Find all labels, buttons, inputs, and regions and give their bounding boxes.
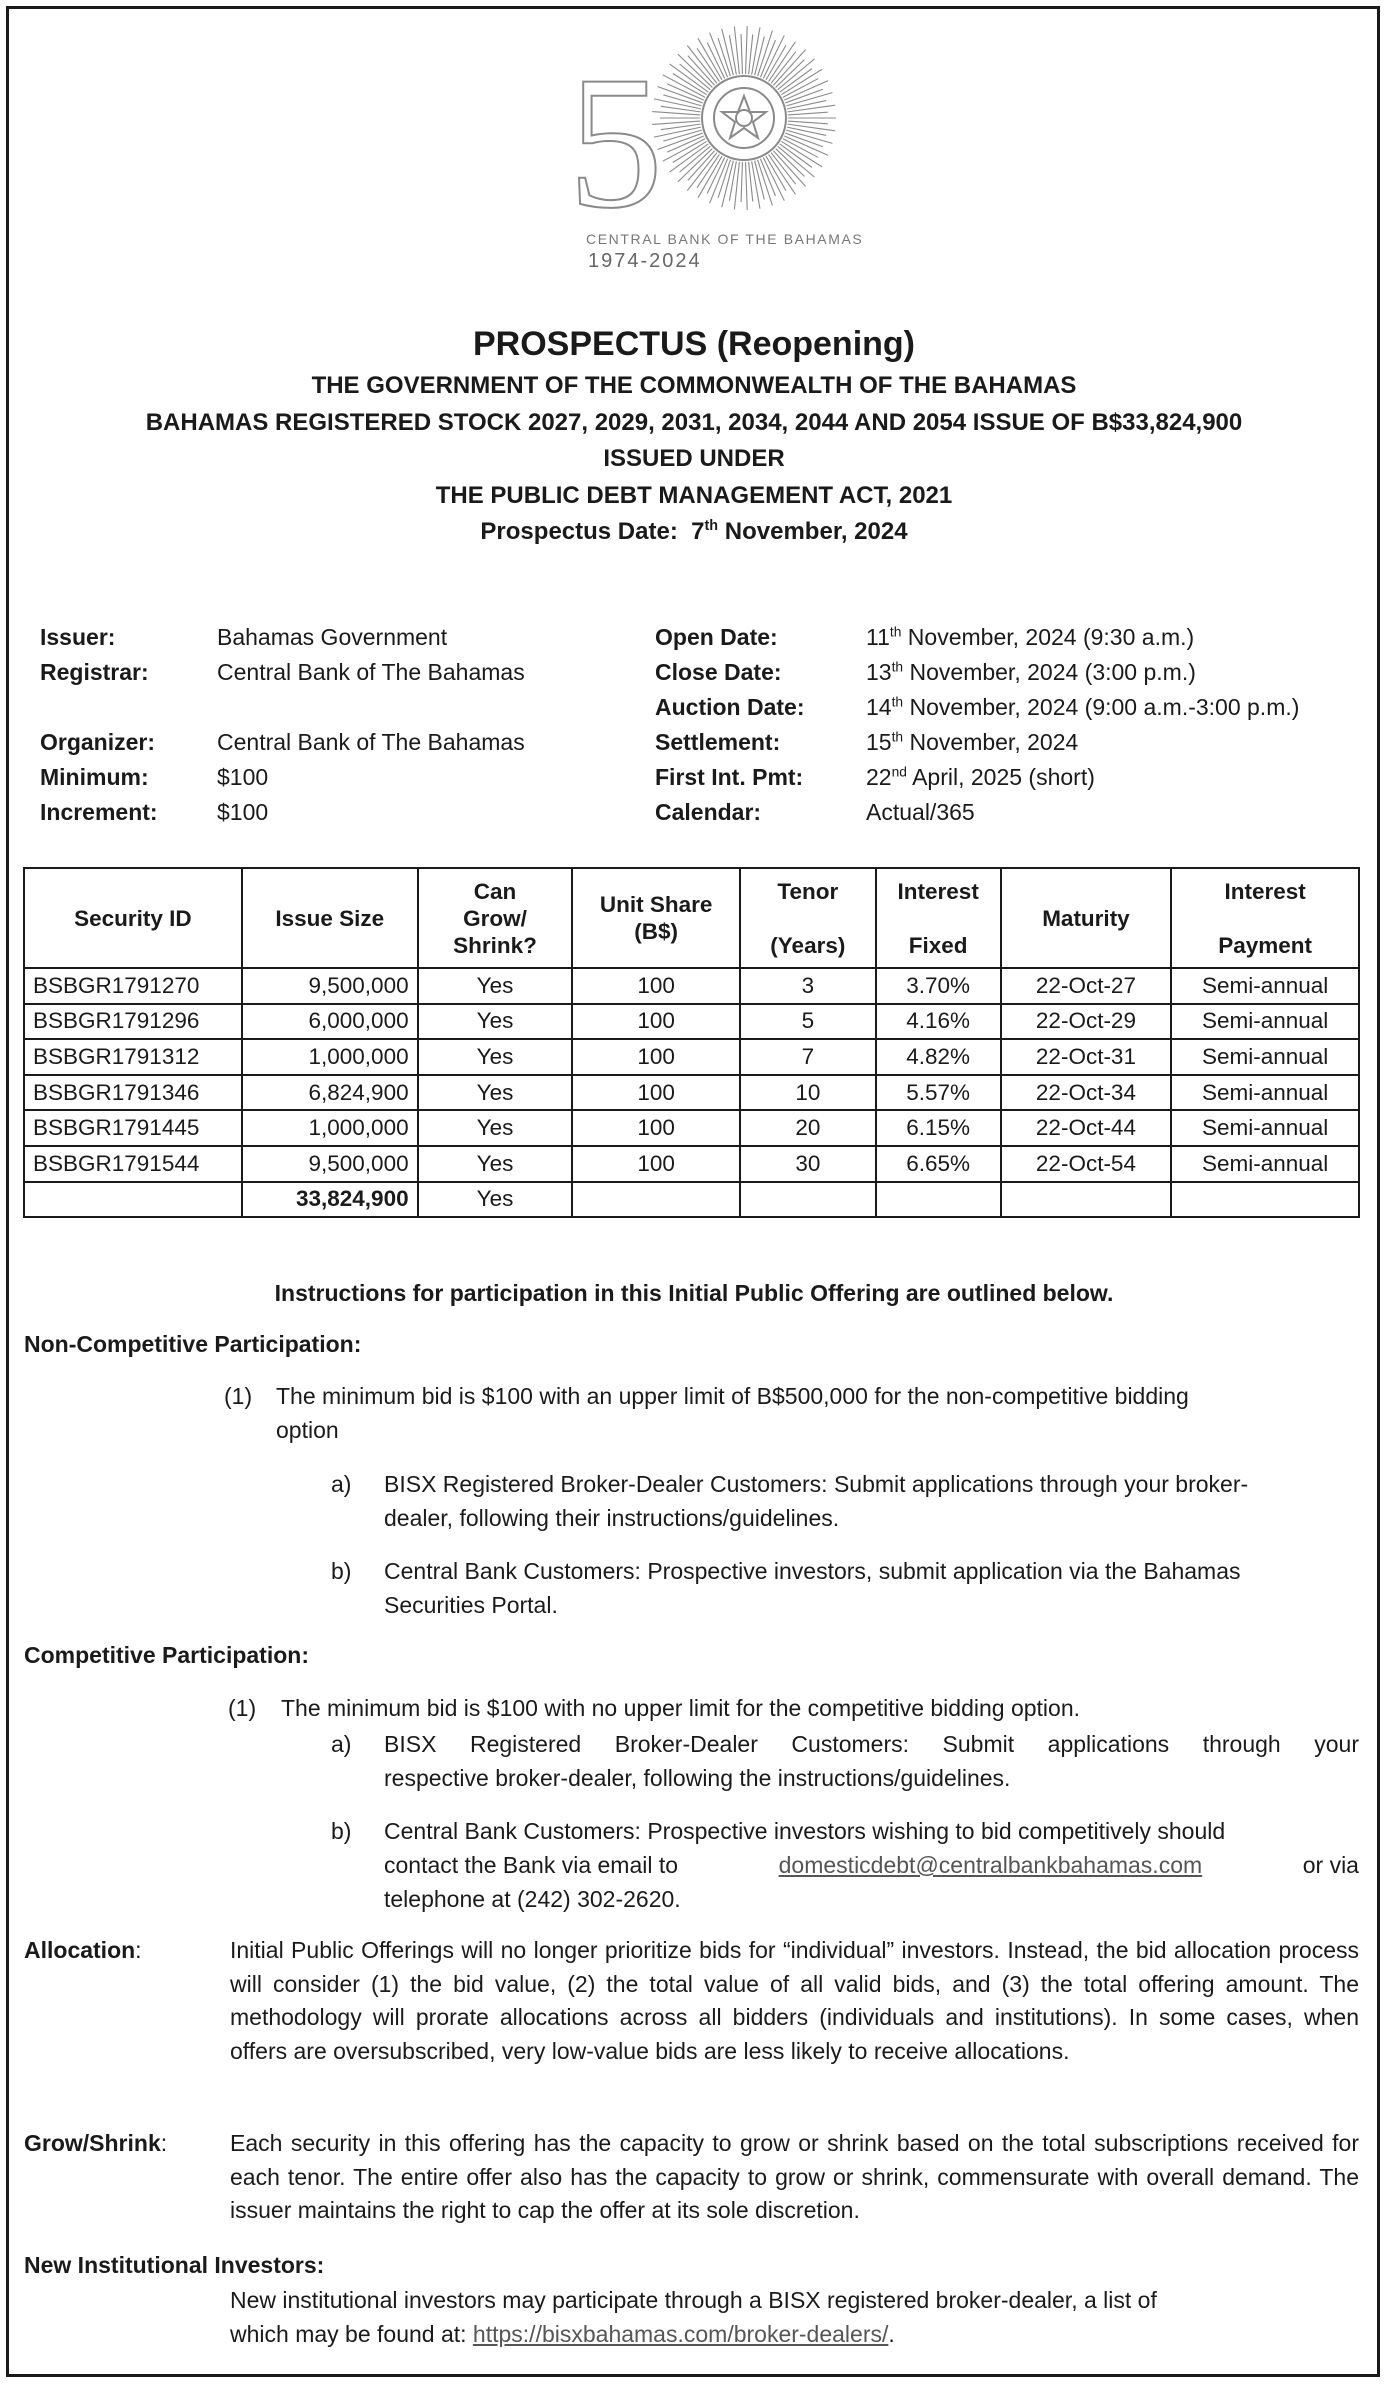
logo-ray [663,75,705,98]
prospectus-date: Prospectus Date: 7th November, 2024 [480,518,908,545]
logo-ray [771,52,796,84]
issuer-value: Bahamas Government [217,624,448,650]
cell-grow: Yes [418,1110,573,1146]
cell-total-grow: Yes [418,1182,573,1218]
table-row [24,1075,1359,1111]
cell-unit: 100 [572,1075,740,1111]
cell-unit: 100 [572,1146,740,1182]
allocation-text: Initial Public Offerings will no longer prioritize bids for “individual” investors. Instead, the bid allocation process will consider (1) the bid value, (2) the total value of all valid bids, and (3) the total offering amount. The methodology will prorate allocations across all bidders (individuals and institutions). In some cases, when offers are oversubscribed, very low-value bids are less likely to receive allocations. [230,1937,1359,2064]
competitive-b-line3: telephone at (242) 302-2620. [384,1886,681,1912]
first-interest-payment-label: First Int. Pmt: [655,764,804,790]
competitive-a-line1: BISX Registered Broker-Dealer Customers: Submit applications through your [384,1731,1359,1757]
logo-ray [771,153,796,185]
central-bank-50th-logo [566,26,876,276]
issued-under-line: ISSUED UNDER [603,445,785,472]
act-line: THE PUBLIC DEBT MANAGEMENT ACT, 2021 [435,482,953,509]
cell-security-id: BSBGR1791445 [24,1110,242,1146]
cell-rate: 5.57% [876,1075,1001,1111]
minimum-label: Minimum: [40,764,149,790]
cell-grow: Yes [418,1146,573,1182]
noncompetitive-text-line2: option [276,1417,339,1443]
contact-text: contact the Bank via email to [384,1852,679,1878]
cell-unit: 100 [572,1039,740,1075]
table-total-row [24,1182,1359,1218]
cell-issue-size: 1,000,000 [242,1110,418,1146]
table-row [24,1039,1359,1075]
new-institutional-heading: New Institutional Investors: [24,2252,325,2278]
settlement-value: 15th November, 2024 [866,729,1079,755]
table-header-row [24,868,1359,968]
cell-security-id: BSBGR1791296 [24,1004,242,1040]
open-date-label: Open Date: [655,624,778,650]
competitive-b-line1: Central Bank Customers: Prospective investors wishing to bid competitively should [384,1818,1226,1844]
cell-issue-size: 9,500,000 [242,1146,418,1182]
table-row [24,1110,1359,1146]
cell-tenor: 10 [740,1075,876,1111]
allocation-label: Allocation: [24,1937,142,1963]
logo-ray [788,105,836,112]
cell-empty [1001,1182,1172,1218]
open-date-value: 11th November, 2024 (9:30 a.m.) [866,624,1195,650]
cell-payment: Semi-annual [1171,968,1359,1004]
cell-empty [24,1182,242,1218]
prospectus-title: PROSPECTUS (Reopening) [472,325,916,363]
header-unit-share: Unit Share (B$) [572,868,740,968]
table-row [24,1004,1359,1040]
cell-rate: 4.82% [876,1039,1001,1075]
minimum-value: $100 [217,764,269,790]
cell-tenor: 30 [740,1146,876,1182]
header-can-grow-shrink: Can Grow/ Shrink? [418,868,573,968]
competitive-a-marker: a) [331,1731,352,1757]
header-interest-payment: Interest Payment [1171,868,1359,968]
increment-value: $100 [217,799,269,825]
cell-grow: Yes [418,1039,573,1075]
cell-issue-size: 6,824,900 [242,1075,418,1111]
logo-ray [780,144,812,168]
cell-security-id: BSBGR1791270 [24,968,242,1004]
cell-tenor: 7 [740,1039,876,1075]
new-institutional-line1: New institutional investors may participate through a BISX registered broker-dealer, a list of [230,2287,1157,2313]
cell-empty [572,1182,740,1218]
noncompetitive-a-marker: a) [331,1471,352,1497]
noncompetitive-b-line2: Securities Portal. [384,1592,558,1618]
header-tenor: Tenor (Years) [740,868,876,968]
cell-total-size: 33,824,900 [242,1182,418,1218]
broker-dealers-link[interactable]: https://bisxbahamas.com/broker-dealers/ [472,2321,889,2347]
logo-ray [741,162,742,202]
issue-line: BAHAMAS REGISTERED STOCK 2027, 2029, 2031, 2034, 2044 AND 2054 ISSUE OF B$33,824,900 [145,409,1243,436]
cell-tenor: 5 [740,1004,876,1040]
cell-empty [740,1182,876,1218]
organizer-label: Organizer: [40,729,156,755]
cell-empty [876,1182,1001,1218]
cell-grow: Yes [418,968,573,1004]
table-row [24,1146,1359,1182]
header-issue-size: Issue Size [242,868,418,968]
logo-ray [763,35,784,78]
cell-issue-size: 1,000,000 [242,1039,418,1075]
cell-grow: Yes [418,1004,573,1040]
cell-tenor: 3 [740,968,876,1004]
auction-date-value: 14th November, 2024 (9:00 a.m.-3:00 p.m.) [866,694,1300,720]
cell-rate: 6.15% [876,1110,1001,1146]
close-date-label: Close Date: [655,659,782,685]
cell-unit: 100 [572,1110,740,1146]
cell-unit: 100 [572,968,740,1004]
government-line: THE GOVERNMENT OF THE COMMONWEALTH OF THE BAHAMAS [311,372,1077,399]
logo-numeral: 5 [568,38,663,236]
noncompetitive-b-line1: Central Bank Customers: Prospective investors, submit application via the Bahamas [384,1558,1241,1584]
cell-payment: Semi-annual [1171,1004,1359,1040]
noncompetitive-text-line1: The minimum bid is $100 with an upper limit of B$500,000 for the non-competitive bidding [276,1383,1189,1409]
cell-rate: 6.65% [876,1146,1001,1182]
cell-issue-size: 9,500,000 [242,968,418,1004]
header-maturity: Maturity [1001,868,1172,968]
registrar-label: Registrar: [40,659,149,685]
logo-ray [788,112,828,115]
cell-maturity: 22-Oct-29 [1001,1004,1172,1040]
settlement-label: Settlement: [655,729,781,755]
logo-bank-name: CENTRAL BANK OF THE BAHAMAS [586,231,864,247]
sunburst-logo-graphic [566,26,876,236]
table-row [24,968,1359,1004]
logo-ray [741,34,742,74]
competitive-a-line2: respective broker-dealer, following the instructions/guidelines. [384,1765,1011,1791]
noncompetitive-number: (1) [224,1383,253,1409]
logo-ray [780,69,812,93]
competitive-text: The minimum bid is $100 with no upper limit for the competitive bidding option. [281,1695,1081,1721]
increment-label: Increment: [40,799,158,825]
calendar-label: Calendar: [655,799,762,825]
competitive-b-line2 [384,1849,1359,1883]
logo-years: 1974-2024 [588,250,702,272]
email-link[interactable]: domesticdebt@centralbankbahamas.com [778,1852,1203,1878]
logo-ray [663,139,705,162]
logo-ray [788,124,836,131]
competitive-heading: Competitive Participation: [24,1642,309,1668]
cell-payment: Semi-annual [1171,1039,1359,1075]
cell-payment: Semi-annual [1171,1075,1359,1111]
cell-security-id: BSBGR1791312 [24,1039,242,1075]
close-date-value: 13th November, 2024 (3:00 p.m.) [866,659,1196,685]
calendar-value: Actual/365 [866,799,975,825]
cell-unit: 100 [572,1004,740,1040]
cell-maturity: 22-Oct-44 [1001,1110,1172,1146]
cell-security-id: BSBGR1791346 [24,1075,242,1111]
logo-ray [746,162,748,210]
securities-table [23,867,1360,1218]
logo-ray [788,121,828,124]
new-institutional-line2: which may be found at: https://bisxbahamas.com/broker-dealers/. [230,2321,895,2347]
cell-grow: Yes [418,1075,573,1111]
noncompetitive-a-line1: BISX Registered Broker-Dealer Customers: Submit applications through your broker- [384,1471,1249,1497]
cell-security-id: BSBGR1791544 [24,1146,242,1182]
first-interest-payment-value: 22nd April, 2025 (short) [866,764,1095,790]
cell-payment: Semi-annual [1171,1110,1359,1146]
logo-ray [749,34,753,74]
noncompetitive-b-marker: b) [331,1558,352,1584]
grow-shrink-label: Grow/Shrink: [24,2130,168,2156]
competitive-b-marker: b) [331,1818,352,1844]
cell-maturity: 22-Oct-54 [1001,1146,1172,1182]
registrar-value: Central Bank of The Bahamas [217,659,525,685]
noncompetitive-a-line2: dealer, following their instructions/guidelines. [384,1505,840,1531]
instructions-heading: Instructions for participation in this Initial Public Offering are outlined below. [274,1280,1114,1306]
cell-maturity: 22-Oct-34 [1001,1075,1172,1111]
cell-issue-size: 6,000,000 [242,1004,418,1040]
logo-ray [763,158,784,201]
organizer-value: Central Bank of The Bahamas [217,729,525,755]
cell-payment: Semi-annual [1171,1146,1359,1182]
cell-maturity: 22-Oct-31 [1001,1039,1172,1075]
grow-shrink-text: Each security in this offering has the capacity to grow or shrink based on the total subscriptions received for each tenor. The entire offer also has the capacity to grow or shrink, commensurate with overall demand. The issuer maintains the right to cap the offer at its sole discretion. [230,2130,1359,2223]
cell-maturity: 22-Oct-27 [1001,968,1172,1004]
logo-ray [729,161,736,200]
logo-ray [746,26,748,74]
header-security-id: Security ID [24,868,242,968]
cell-empty [1171,1182,1359,1218]
header-interest-fixed: Interest Fixed [876,868,1001,968]
cell-rate: 4.16% [876,1004,1001,1040]
issuer-label: Issuer: [40,624,116,650]
competitive-number: (1) [228,1695,257,1721]
auction-date-label: Auction Date: [655,694,805,720]
noncompetitive-heading: Non-Competitive Participation: [24,1331,362,1357]
logo-ray [749,162,753,202]
cell-rate: 3.70% [876,968,1001,1004]
or-via-text: or via [1302,1852,1359,1878]
cell-tenor: 20 [740,1110,876,1146]
logo-ray [729,35,736,74]
